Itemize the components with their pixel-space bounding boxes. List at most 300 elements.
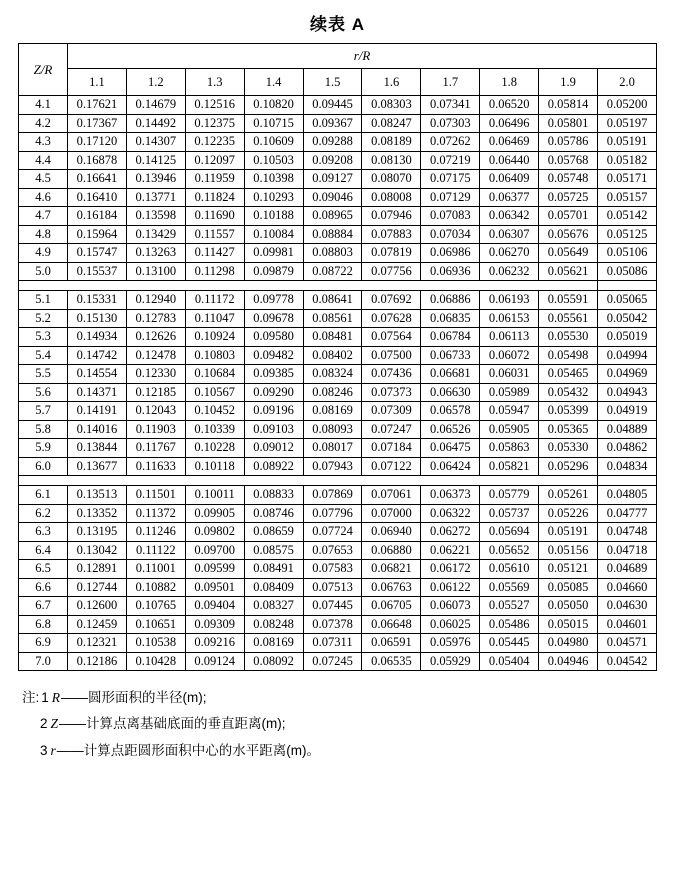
table-column-header: 1.3 [185,69,244,96]
table-cell: 0.11633 [126,457,185,476]
table-cell: 0.05694 [480,523,539,542]
table-cell: 0.04748 [598,523,657,542]
table-cell: 0.05065 [598,291,657,310]
table-cell: 0.15130 [68,309,127,328]
table-cell: 0.08324 [303,365,362,384]
table-cell: 0.08922 [244,457,303,476]
table-cell: 0.16878 [68,151,127,170]
table-row [19,225,657,244]
table-row [19,170,657,189]
table-row [19,615,657,634]
table-cell: 0.08246 [303,383,362,402]
table-cell: 0.04601 [598,615,657,634]
table-cell: 0.06409 [480,170,539,189]
table-cell: 0.14934 [68,328,127,347]
table-cell: 0.16641 [68,170,127,189]
table-cell: 0.06373 [421,486,480,505]
table-cell: 0.14016 [68,420,127,439]
table-cell: 0.04980 [539,634,598,653]
table-cell: 0.08093 [303,420,362,439]
table-cell: 0.12600 [68,597,127,616]
table-cell: 0.10820 [244,96,303,115]
table-cell: 0.08402 [303,346,362,365]
table-cell: 0.16410 [68,188,127,207]
table-cell: 0.09599 [185,560,244,579]
table-cell: 0.10684 [185,365,244,384]
table-row [19,346,657,365]
table-cell: 0.06377 [480,188,539,207]
notes-prefix: 注: [22,690,40,705]
table-cell: 0.05748 [539,170,598,189]
table-block-spacer [19,281,657,291]
table-cell: 0.05498 [539,346,598,365]
table-cell: 0.13677 [68,457,127,476]
table-row [19,291,657,310]
table-cell: 0.10188 [244,207,303,226]
table-body [19,96,657,671]
coefficient-table [18,43,657,671]
table-cell: 0.08017 [303,439,362,458]
table-cell: 0.08884 [303,225,362,244]
table-cell: 0.06784 [421,328,480,347]
table-cell: 0.12516 [185,96,244,115]
table-cell: 0.07564 [362,328,421,347]
table-cell: 0.09288 [303,133,362,152]
table-row-header-cell: 4.6 [19,188,68,207]
table-cell: 0.04969 [598,365,657,384]
table-cell: 0.04777 [598,504,657,523]
table-cell: 0.10118 [185,457,244,476]
table-cell: 0.07303 [421,114,480,133]
table-cell: 0.05296 [539,457,598,476]
table-cell: 0.06986 [421,244,480,263]
table-cell: 0.07819 [362,244,421,263]
table-cell: 0.09501 [185,578,244,597]
table-row-header-cell: 6.2 [19,504,68,523]
table-head-row-group [19,44,657,69]
table-cell: 0.07175 [421,170,480,189]
table-cell: 0.07513 [303,578,362,597]
table-column-header: 1.1 [68,69,127,96]
table-cell: 0.09012 [244,439,303,458]
table-cell: 0.12626 [126,328,185,347]
table-cell: 0.11501 [126,486,185,505]
table-cell: 0.05701 [539,207,598,226]
table-row-header-cell: 6.4 [19,541,68,560]
table-cell: 0.17621 [68,96,127,115]
table-cell: 0.15537 [68,262,127,281]
table-cell: 0.05947 [480,402,539,421]
table-row-header-cell: 5.4 [19,346,68,365]
table-row [19,114,657,133]
table-cell: 0.09196 [244,402,303,421]
table-row-header-cell: 5.2 [19,309,68,328]
table-cell: 0.04660 [598,578,657,597]
table-cell: 0.11122 [126,541,185,560]
table-cell: 0.13042 [68,541,127,560]
table-cell: 0.14125 [126,151,185,170]
table-row-header-cell: 5.0 [19,262,68,281]
table-cell: 0.14191 [68,402,127,421]
table-cell: 0.05191 [598,133,657,152]
table-row [19,560,657,579]
table-cell: 0.10084 [244,225,303,244]
table-cell: 0.09124 [185,652,244,671]
table-cell: 0.05445 [480,634,539,653]
note-text: ——圆形面积的半径(m); [61,690,207,705]
table-cell: 0.04943 [598,383,657,402]
table-cell: 0.06072 [480,346,539,365]
note-item [22,738,653,764]
table-cell: 0.11767 [126,439,185,458]
table-cell: 0.07122 [362,457,421,476]
table-row-header-cell: 5.9 [19,439,68,458]
table-cell: 0.07628 [362,309,421,328]
table-cell: 0.08965 [303,207,362,226]
note-item [22,711,653,737]
table-row [19,652,657,671]
table-cell: 0.09208 [303,151,362,170]
table-cell: 0.05610 [480,560,539,579]
table-cell: 0.11557 [185,225,244,244]
table-cell: 0.06578 [421,402,480,421]
table-cell: 0.07245 [303,652,362,671]
table-cell: 0.08659 [244,523,303,542]
table-cell: 0.10609 [244,133,303,152]
table-row [19,309,657,328]
table-cell: 0.10339 [185,420,244,439]
table-cell: 0.09445 [303,96,362,115]
table-cell: 0.14679 [126,96,185,115]
table-cell: 0.14492 [126,114,185,133]
table-cell: 0.13429 [126,225,185,244]
table-cell: 0.10428 [126,652,185,671]
table-cell: 0.06880 [362,541,421,560]
table-cell: 0.10651 [126,615,185,634]
table-cell: 0.05989 [480,383,539,402]
table-cell: 0.09778 [244,291,303,310]
note-text: ——计算点距圆形面积中心的水平距离(m)。 [56,742,321,758]
table-cell: 0.05591 [539,291,598,310]
table-cell: 0.09678 [244,309,303,328]
table-cell: 0.09482 [244,346,303,365]
table-cell: 0.07869 [303,486,362,505]
table-cell: 0.07309 [362,402,421,421]
table-cell: 0.06025 [421,615,480,634]
table-cell: 0.08833 [244,486,303,505]
table-cell: 0.05725 [539,188,598,207]
table-cell: 0.07034 [421,225,480,244]
table-cell: 0.11001 [126,560,185,579]
table-cell: 0.11903 [126,420,185,439]
table-cell: 0.07341 [421,96,480,115]
table-cell: 0.07943 [303,457,362,476]
table-cell: 0.08169 [244,634,303,653]
table-row [19,365,657,384]
table-cell: 0.05863 [480,439,539,458]
table-row [19,541,657,560]
table-cell: 0.05156 [539,541,598,560]
table-column-header: 1.2 [126,69,185,96]
table-cell: 0.05530 [539,328,598,347]
table-cell: 0.07311 [303,634,362,653]
table-column-header: 2.0 [598,69,657,96]
table-cell: 0.13513 [68,486,127,505]
table-cell: 0.05786 [539,133,598,152]
table-cell: 0.05261 [539,486,598,505]
table-cell: 0.06073 [421,597,480,616]
table-cell: 0.11690 [185,207,244,226]
table-cell: 0.08008 [362,188,421,207]
table-cell: 0.09404 [185,597,244,616]
table-cell: 0.05929 [421,652,480,671]
table-cell: 0.06221 [421,541,480,560]
table-cell: 0.07436 [362,365,421,384]
table-cell: 0.12330 [126,365,185,384]
table-cell: 0.05486 [480,615,539,634]
table-column-header: 1.8 [480,69,539,96]
table-cell: 0.09290 [244,383,303,402]
table-cell: 0.06520 [480,96,539,115]
table-row-header-cell: 4.9 [19,244,68,263]
table-cell: 0.05527 [480,597,539,616]
table-row-header-cell: 5.7 [19,402,68,421]
table-cell: 0.09046 [303,188,362,207]
table-row-header-cell: 4.1 [19,96,68,115]
table-cell: 0.05432 [539,383,598,402]
table-cell: 0.06172 [421,560,480,579]
table-container [0,43,675,671]
table-cell: 0.09367 [303,114,362,133]
table-cell: 0.07583 [303,560,362,579]
table-cell: 0.06469 [480,133,539,152]
table-cell: 0.07724 [303,523,362,542]
table-cell: 0.09802 [185,523,244,542]
table-cell: 0.07184 [362,439,421,458]
table-row [19,133,657,152]
table-cell: 0.06232 [480,262,539,281]
table-cell: 0.05171 [598,170,657,189]
table-row-header-cell: 5.6 [19,383,68,402]
table-head-row-columns [19,69,657,96]
table-cell: 0.10765 [126,597,185,616]
table-cell: 0.09981 [244,244,303,263]
table-cell: 0.07129 [421,188,480,207]
table-row-header-cell: 4.2 [19,114,68,133]
table-cell: 0.17367 [68,114,127,133]
table-row [19,597,657,616]
table-cell: 0.07373 [362,383,421,402]
table-row-header-cell: 6.8 [19,615,68,634]
table-cell: 0.04946 [539,652,598,671]
table-cell: 0.06113 [480,328,539,347]
table-row-header-cell: 6.3 [19,523,68,542]
table-cell: 0.13352 [68,504,127,523]
table-row [19,504,657,523]
table-row [19,96,657,115]
table-cell: 0.12478 [126,346,185,365]
table-row [19,328,657,347]
table-cell: 0.08247 [362,114,421,133]
table-cell: 0.04994 [598,346,657,365]
table-cell: 0.12043 [126,402,185,421]
note-symbol: r [50,742,56,758]
table-cell: 0.12459 [68,615,127,634]
table-cell: 0.13946 [126,170,185,189]
table-cell: 0.11372 [126,504,185,523]
table-cell: 0.05652 [480,541,539,560]
table-cell: 0.08575 [244,541,303,560]
table-cell: 0.05465 [539,365,598,384]
table-cell: 0.14742 [68,346,127,365]
table-cell: 0.10538 [126,634,185,653]
table-cell: 0.05226 [539,504,598,523]
table-cell: 0.10882 [126,578,185,597]
table-row [19,457,657,476]
table-cell: 0.07653 [303,541,362,560]
table-cell: 0.11047 [185,309,244,328]
table-cell: 0.06322 [421,504,480,523]
table-cell: 0.07000 [362,504,421,523]
table-cell: 0.05121 [539,560,598,579]
table-cell: 0.05125 [598,225,657,244]
table-cell: 0.09127 [303,170,362,189]
table-cell: 0.12940 [126,291,185,310]
table-cell: 0.04718 [598,541,657,560]
table-row [19,151,657,170]
table-cell: 0.10293 [244,188,303,207]
table-cell: 0.06591 [362,634,421,653]
table-cell: 0.07262 [421,133,480,152]
table-cell: 0.05676 [539,225,598,244]
table-cell: 0.05649 [539,244,598,263]
table-cell: 0.05569 [480,578,539,597]
table-cell: 0.06821 [362,560,421,579]
table-row-header-cell: 4.5 [19,170,68,189]
table-cell: 0.04834 [598,457,657,476]
table-column-header: 1.6 [362,69,421,96]
table-row-header-cell: 4.3 [19,133,68,152]
note-number: 1 [41,690,49,705]
table-cell: 0.09580 [244,328,303,347]
table-cell: 0.06630 [421,383,480,402]
table-cell: 0.08722 [303,262,362,281]
table-cell: 0.08409 [244,578,303,597]
table-cell: 0.05621 [539,262,598,281]
table-cell: 0.08491 [244,560,303,579]
table-cell: 0.09216 [185,634,244,653]
table-cell: 0.10924 [185,328,244,347]
table-cell: 0.15331 [68,291,127,310]
table-cell: 0.05561 [539,309,598,328]
note-symbol: Z [50,716,59,732]
table-cell: 0.13844 [68,439,127,458]
table-cell: 0.09103 [244,420,303,439]
table-cell: 0.07061 [362,486,421,505]
table-cell: 0.07083 [421,207,480,226]
table-cell: 0.05399 [539,402,598,421]
table-cell: 0.12186 [68,652,127,671]
table-row [19,578,657,597]
table-cell: 0.08803 [303,244,362,263]
table-cell: 0.06270 [480,244,539,263]
table-cell: 0.05157 [598,188,657,207]
table-cell: 0.06031 [480,365,539,384]
note-number: 2 [40,716,48,732]
table-cell: 0.06122 [421,578,480,597]
table-cell: 0.04919 [598,402,657,421]
table-cell: 0.05142 [598,207,657,226]
table-cell: 0.15747 [68,244,127,263]
table-cell: 0.07883 [362,225,421,244]
table-cell: 0.05200 [598,96,657,115]
table-cell: 0.05365 [539,420,598,439]
table-row [19,634,657,653]
table-cell: 0.05191 [539,523,598,542]
table-cell: 0.11427 [185,244,244,263]
table-cell: 0.12375 [185,114,244,133]
table-row-header-cell: 6.6 [19,578,68,597]
table-cell: 0.06153 [480,309,539,328]
table-row-header-cell: 6.1 [19,486,68,505]
table-cell: 0.13263 [126,244,185,263]
table-cell: 0.08641 [303,291,362,310]
table-row-header-cell: 7.0 [19,652,68,671]
table-cell: 0.08746 [244,504,303,523]
table-row-header-cell: 5.5 [19,365,68,384]
table-column-header: 1.9 [539,69,598,96]
table-cell: 0.06936 [421,262,480,281]
table-column-header: 1.5 [303,69,362,96]
table-cell: 0.04805 [598,486,657,505]
table-cell: 0.10228 [185,439,244,458]
table-cell: 0.11172 [185,291,244,310]
table-cell: 0.05976 [421,634,480,653]
note-text: ——计算点离基础底面的垂直距离(m); [59,716,286,732]
table-cell: 0.14554 [68,365,127,384]
table-cell: 0.09905 [185,504,244,523]
table-row [19,244,657,263]
table-cell: 0.10398 [244,170,303,189]
table-cell: 0.13598 [126,207,185,226]
table-cell: 0.05768 [539,151,598,170]
table-row [19,402,657,421]
table-cell: 0.06835 [421,309,480,328]
note-symbol: R [51,690,61,705]
table-cell: 0.04689 [598,560,657,579]
table-cell: 0.05779 [480,486,539,505]
table-cell: 0.05015 [539,615,598,634]
table-cell: 0.06496 [480,114,539,133]
table-cell: 0.08561 [303,309,362,328]
table-cell: 0.07796 [303,504,362,523]
table-cell: 0.16184 [68,207,127,226]
table-cell: 0.12235 [185,133,244,152]
table-cell: 0.09385 [244,365,303,384]
table-cell: 0.06648 [362,615,421,634]
table-cell: 0.10452 [185,402,244,421]
table-row [19,486,657,505]
table-cell: 0.04542 [598,652,657,671]
table-cell: 0.06193 [480,291,539,310]
table-cell: 0.07946 [362,207,421,226]
table-cell: 0.06272 [421,523,480,542]
table-row [19,262,657,281]
table-cell: 0.09879 [244,262,303,281]
table-cell: 0.15964 [68,225,127,244]
table-row-header-cell: 6.7 [19,597,68,616]
table-cell: 0.06681 [421,365,480,384]
